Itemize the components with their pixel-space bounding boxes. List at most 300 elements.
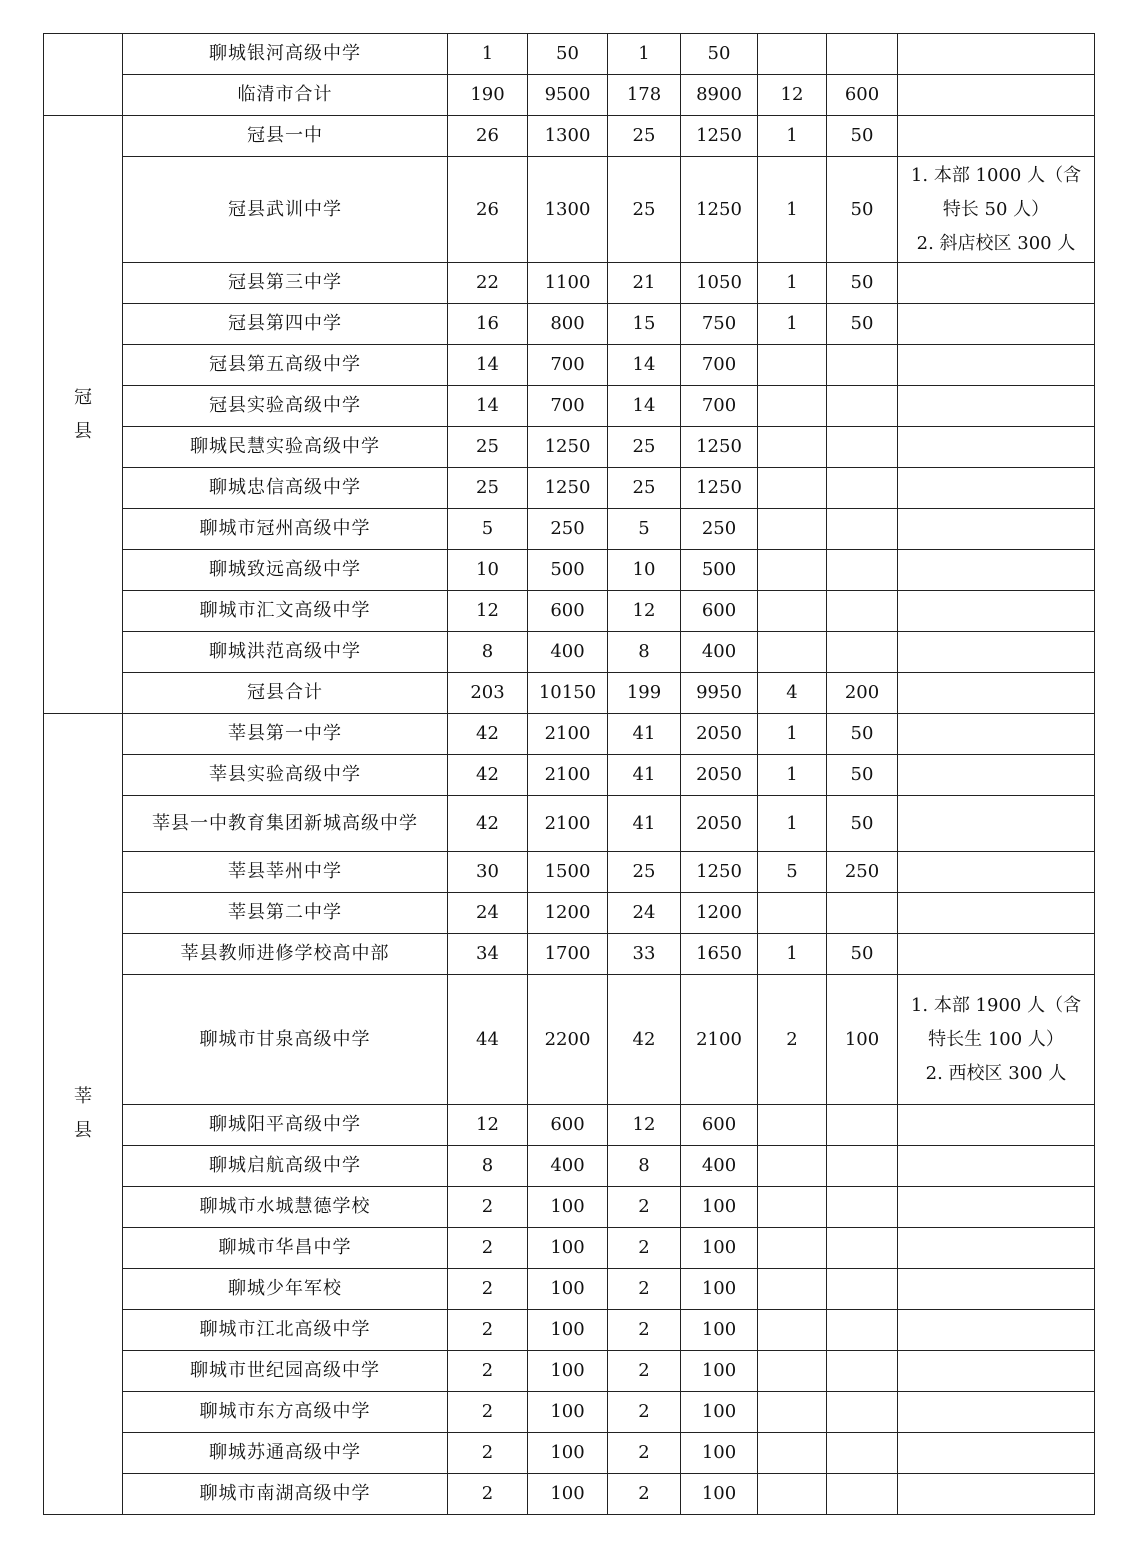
remark-cell [898,852,1095,893]
table-row [44,304,1095,345]
plan-classes-cell: 2 [448,1351,528,1392]
table-row [44,509,1095,550]
unified-classes-cell: 2 [608,1228,681,1269]
special-students-cell: 50 [827,157,898,263]
special-students-cell [827,1146,898,1187]
special-students-cell [827,468,898,509]
unified-classes-cell: 41 [608,755,681,796]
unified-students-cell: 700 [681,386,758,427]
unified-classes-cell: 14 [608,345,681,386]
school-name-cell: 临清市合计 [123,75,448,116]
special-students-cell [827,1351,898,1392]
remark-cell [898,1351,1095,1392]
table-row [44,796,1095,852]
plan-students-cell: 10150 [528,673,608,714]
table-row [44,550,1095,591]
unified-students-cell: 50 [681,34,758,75]
special-students-cell: 100 [827,975,898,1105]
school-name-cell: 聊城市南湖高级中学 [123,1474,448,1515]
school-name-cell: 冠县武训中学 [123,157,448,263]
special-students-cell [827,1269,898,1310]
county-cell [44,714,123,1515]
table-row [44,673,1095,714]
plan-students-cell: 1300 [528,157,608,263]
remark-cell [898,427,1095,468]
plan-classes-cell: 2 [448,1474,528,1515]
school-name-cell: 聊城银河高级中学 [123,34,448,75]
school-name-cell: 莘县一中教育集团新城高级中学 [123,796,448,852]
school-name-cell: 聊城市华昌中学 [123,1228,448,1269]
table-row [44,934,1095,975]
special-classes-cell [758,632,827,673]
table-row [44,1310,1095,1351]
special-classes-cell: 5 [758,852,827,893]
unified-classes-cell: 2 [608,1187,681,1228]
unified-classes-cell: 42 [608,975,681,1105]
unified-students-cell: 1200 [681,893,758,934]
plan-classes-cell: 2 [448,1187,528,1228]
remark-cell [898,934,1095,975]
special-students-cell [827,1105,898,1146]
unified-classes-cell: 14 [608,386,681,427]
special-classes-cell [758,1310,827,1351]
special-students-cell: 50 [827,116,898,157]
plan-classes-cell: 44 [448,975,528,1105]
plan-students-cell: 100 [528,1310,608,1351]
special-classes-cell: 1 [758,714,827,755]
county-cell [44,116,123,714]
special-classes-cell [758,1146,827,1187]
special-classes-cell [758,550,827,591]
enrollment-plan-table [43,33,1095,1515]
special-classes-cell [758,1474,827,1515]
remark-cell [898,1187,1095,1228]
school-name-cell: 聊城启航高级中学 [123,1146,448,1187]
remark-cell [898,1392,1095,1433]
unified-students-cell: 2050 [681,755,758,796]
school-name-cell: 聊城阳平高级中学 [123,1105,448,1146]
plan-students-cell: 2100 [528,796,608,852]
unified-students-cell: 2050 [681,714,758,755]
unified-students-cell: 100 [681,1187,758,1228]
special-classes-cell: 1 [758,934,827,975]
special-classes-cell: 4 [758,673,827,714]
plan-classes-cell: 8 [448,1146,528,1187]
table-row [44,157,1095,263]
table-row [44,1433,1095,1474]
plan-classes-cell: 14 [448,386,528,427]
table-row [44,1269,1095,1310]
table-row [44,1474,1095,1515]
remark-cell [898,673,1095,714]
unified-classes-cell: 2 [608,1351,681,1392]
school-name-cell: 聊城少年军校 [123,1269,448,1310]
remark-line: 1. 本部 1000 人（含 [910,164,1082,186]
table-row [44,1105,1095,1146]
remark-line: 1. 本部 1900 人（含 [910,994,1082,1016]
unified-students-cell: 100 [681,1269,758,1310]
school-name-cell: 聊城致远高级中学 [123,550,448,591]
special-students-cell: 250 [827,852,898,893]
plan-students-cell: 400 [528,632,608,673]
plan-students-cell: 2100 [528,755,608,796]
special-students-cell [827,632,898,673]
remark-line: 特长生 100 人） [928,1028,1064,1050]
unified-classes-cell: 41 [608,796,681,852]
unified-students-cell: 1650 [681,934,758,975]
special-classes-cell [758,34,827,75]
plan-classes-cell: 22 [448,263,528,304]
plan-classes-cell: 8 [448,632,528,673]
special-classes-cell: 1 [758,304,827,345]
school-name-cell: 莘县第二中学 [123,893,448,934]
county-cell [44,34,123,116]
plan-students-cell: 2100 [528,714,608,755]
plan-students-cell: 1100 [528,263,608,304]
unified-classes-cell: 24 [608,893,681,934]
special-students-cell [827,1228,898,1269]
unified-students-cell: 400 [681,632,758,673]
plan-classes-cell: 26 [448,116,528,157]
special-classes-cell [758,1269,827,1310]
table-row [44,1187,1095,1228]
remark-cell [898,304,1095,345]
unified-classes-cell: 2 [608,1310,681,1351]
unified-classes-cell: 15 [608,304,681,345]
plan-classes-cell: 26 [448,157,528,263]
table-row [44,755,1095,796]
school-name-cell: 聊城忠信高级中学 [123,468,448,509]
plan-classes-cell: 1 [448,34,528,75]
table-row [44,893,1095,934]
plan-students-cell: 500 [528,550,608,591]
table-row [44,1351,1095,1392]
school-name-cell: 聊城市水城慧德学校 [123,1187,448,1228]
plan-students-cell: 700 [528,345,608,386]
plan-classes-cell: 10 [448,550,528,591]
remark-cell [898,632,1095,673]
special-classes-cell [758,509,827,550]
unified-students-cell: 600 [681,1105,758,1146]
school-name-cell: 冠县第三中学 [123,263,448,304]
special-students-cell [827,591,898,632]
plan-classes-cell: 42 [448,714,528,755]
plan-students-cell: 100 [528,1269,608,1310]
remark-cell [898,591,1095,632]
plan-students-cell: 100 [528,1392,608,1433]
unified-classes-cell: 8 [608,1146,681,1187]
unified-classes-cell: 199 [608,673,681,714]
table-row [44,427,1095,468]
unified-students-cell: 1250 [681,852,758,893]
unified-students-cell: 2050 [681,796,758,852]
unified-students-cell: 1250 [681,468,758,509]
plan-students-cell: 2200 [528,975,608,1105]
special-students-cell [827,1310,898,1351]
unified-students-cell: 100 [681,1474,758,1515]
school-name-cell: 聊城市东方高级中学 [123,1392,448,1433]
table-row [44,591,1095,632]
special-students-cell [827,893,898,934]
remark-cell [898,1433,1095,1474]
remark-cell [898,975,1095,1105]
county-label: 莘县 [74,1086,92,1141]
unified-classes-cell: 25 [608,116,681,157]
table-row [44,34,1095,75]
unified-students-cell: 2100 [681,975,758,1105]
special-students-cell: 200 [827,673,898,714]
school-name-cell: 冠县合计 [123,673,448,714]
plan-students-cell: 1200 [528,893,608,934]
remark-cell [898,1269,1095,1310]
unified-classes-cell: 2 [608,1269,681,1310]
special-classes-cell [758,468,827,509]
special-students-cell: 50 [827,263,898,304]
remark-cell [898,755,1095,796]
school-name-cell: 莘县教师进修学校高中部 [123,934,448,975]
unified-students-cell: 250 [681,509,758,550]
special-classes-cell [758,427,827,468]
special-classes-cell [758,1228,827,1269]
plan-students-cell: 1250 [528,468,608,509]
special-classes-cell [758,386,827,427]
unified-classes-cell: 8 [608,632,681,673]
table-row [44,1146,1095,1187]
unified-students-cell: 8900 [681,75,758,116]
plan-classes-cell: 34 [448,934,528,975]
plan-classes-cell: 2 [448,1433,528,1474]
special-classes-cell: 1 [758,157,827,263]
special-students-cell [827,386,898,427]
plan-students-cell: 1500 [528,852,608,893]
table-row [44,714,1095,755]
table-row [44,1392,1095,1433]
special-students-cell [827,427,898,468]
special-students-cell [827,1187,898,1228]
special-students-cell [827,34,898,75]
table-row [44,852,1095,893]
plan-classes-cell: 25 [448,427,528,468]
remark-cell [898,34,1095,75]
special-students-cell [827,509,898,550]
plan-students-cell: 600 [528,1105,608,1146]
unified-students-cell: 100 [681,1310,758,1351]
unified-classes-cell: 25 [608,157,681,263]
plan-students-cell: 250 [528,509,608,550]
remark-cell [898,345,1095,386]
unified-students-cell: 100 [681,1433,758,1474]
special-students-cell: 50 [827,304,898,345]
unified-students-cell: 700 [681,345,758,386]
plan-students-cell: 400 [528,1146,608,1187]
plan-classes-cell: 14 [448,345,528,386]
special-classes-cell [758,1392,827,1433]
remark-cell [898,509,1095,550]
school-name-cell: 莘县莘州中学 [123,852,448,893]
remark-cell [898,386,1095,427]
special-students-cell: 50 [827,796,898,852]
special-students-cell [827,550,898,591]
school-name-cell: 冠县一中 [123,116,448,157]
plan-students-cell: 100 [528,1474,608,1515]
remark-cell [898,1310,1095,1351]
remark-line: 特长 50 人） [942,198,1050,220]
special-students-cell: 50 [827,755,898,796]
table-row [44,1228,1095,1269]
remark-cell [898,893,1095,934]
plan-classes-cell: 42 [448,796,528,852]
school-name-cell: 冠县第四中学 [123,304,448,345]
plan-classes-cell: 203 [448,673,528,714]
plan-classes-cell: 12 [448,591,528,632]
school-name-cell: 聊城市甘泉高级中学 [123,975,448,1105]
special-classes-cell: 2 [758,975,827,1105]
special-classes-cell [758,1351,827,1392]
plan-students-cell: 800 [528,304,608,345]
table-row [44,632,1095,673]
school-name-cell: 聊城市汇文高级中学 [123,591,448,632]
unified-students-cell: 1250 [681,116,758,157]
school-name-cell: 聊城市江北高级中学 [123,1310,448,1351]
plan-classes-cell: 16 [448,304,528,345]
plan-classes-cell: 2 [448,1392,528,1433]
remark-cell [898,714,1095,755]
plan-classes-cell: 12 [448,1105,528,1146]
remark-line: 2. 西校区 300 人 [925,1062,1067,1084]
remark-cell [898,796,1095,852]
school-name-cell: 聊城市世纪园高级中学 [123,1351,448,1392]
unified-classes-cell: 2 [608,1433,681,1474]
plan-students-cell: 100 [528,1351,608,1392]
special-students-cell: 50 [827,714,898,755]
plan-classes-cell: 42 [448,755,528,796]
unified-students-cell: 750 [681,304,758,345]
unified-classes-cell: 41 [608,714,681,755]
unified-classes-cell: 2 [608,1474,681,1515]
plan-students-cell: 100 [528,1228,608,1269]
remark-cell [898,1105,1095,1146]
table-row [44,468,1095,509]
plan-classes-cell: 2 [448,1310,528,1351]
special-students-cell: 600 [827,75,898,116]
unified-classes-cell: 21 [608,263,681,304]
unified-classes-cell: 25 [608,852,681,893]
school-name-cell: 聊城市冠州高级中学 [123,509,448,550]
unified-classes-cell: 178 [608,75,681,116]
unified-students-cell: 1050 [681,263,758,304]
plan-students-cell: 1250 [528,427,608,468]
unified-classes-cell: 5 [608,509,681,550]
plan-classes-cell: 190 [448,75,528,116]
unified-classes-cell: 12 [608,1105,681,1146]
special-students-cell [827,345,898,386]
school-name-cell: 冠县第五高级中学 [123,345,448,386]
school-name-cell: 聊城洪范高级中学 [123,632,448,673]
school-name-cell: 莘县实验高级中学 [123,755,448,796]
unified-students-cell: 100 [681,1351,758,1392]
table-row [44,386,1095,427]
special-classes-cell: 1 [758,263,827,304]
plan-students-cell: 1300 [528,116,608,157]
unified-classes-cell: 25 [608,427,681,468]
remark-cell [898,157,1095,263]
special-classes-cell: 12 [758,75,827,116]
unified-classes-cell: 1 [608,34,681,75]
remark-cell [898,1146,1095,1187]
unified-students-cell: 100 [681,1228,758,1269]
special-classes-cell [758,1433,827,1474]
special-classes-cell [758,1105,827,1146]
remark-cell [898,550,1095,591]
plan-classes-cell: 24 [448,893,528,934]
unified-students-cell: 9950 [681,673,758,714]
table-body [44,34,1095,1515]
remark-line: 2. 斜店校区 300 人 [916,232,1076,254]
table-row [44,263,1095,304]
special-classes-cell: 1 [758,755,827,796]
special-classes-cell: 1 [758,116,827,157]
special-classes-cell [758,1187,827,1228]
remark-cell [898,263,1095,304]
unified-students-cell: 1250 [681,427,758,468]
unified-students-cell: 400 [681,1146,758,1187]
plan-students-cell: 1700 [528,934,608,975]
remark-cell [898,468,1095,509]
plan-classes-cell: 2 [448,1228,528,1269]
remark-cell [898,1228,1095,1269]
table-row [44,75,1095,116]
plan-students-cell: 50 [528,34,608,75]
plan-students-cell: 700 [528,386,608,427]
special-classes-cell [758,591,827,632]
plan-students-cell: 100 [528,1433,608,1474]
remark-cell [898,116,1095,157]
special-students-cell: 50 [827,934,898,975]
table-row [44,975,1095,1105]
table-row [44,116,1095,157]
plan-students-cell: 600 [528,591,608,632]
special-classes-cell: 1 [758,796,827,852]
unified-classes-cell: 33 [608,934,681,975]
school-name-cell: 聊城民慧实验高级中学 [123,427,448,468]
special-students-cell [827,1392,898,1433]
plan-classes-cell: 30 [448,852,528,893]
unified-classes-cell: 12 [608,591,681,632]
remark-cell [898,1474,1095,1515]
plan-classes-cell: 2 [448,1269,528,1310]
school-name-cell: 聊城苏通高级中学 [123,1433,448,1474]
special-classes-cell [758,345,827,386]
remark-cell [898,75,1095,116]
special-students-cell [827,1474,898,1515]
unified-students-cell: 1250 [681,157,758,263]
unified-students-cell: 600 [681,591,758,632]
plan-students-cell: 100 [528,1187,608,1228]
special-students-cell [827,1433,898,1474]
unified-students-cell: 500 [681,550,758,591]
unified-classes-cell: 25 [608,468,681,509]
plan-classes-cell: 5 [448,509,528,550]
plan-students-cell: 9500 [528,75,608,116]
unified-classes-cell: 10 [608,550,681,591]
unified-classes-cell: 2 [608,1392,681,1433]
school-name-cell: 莘县第一中学 [123,714,448,755]
school-name-cell: 冠县实验高级中学 [123,386,448,427]
plan-classes-cell: 25 [448,468,528,509]
special-classes-cell [758,893,827,934]
unified-students-cell: 100 [681,1392,758,1433]
table-row [44,345,1095,386]
